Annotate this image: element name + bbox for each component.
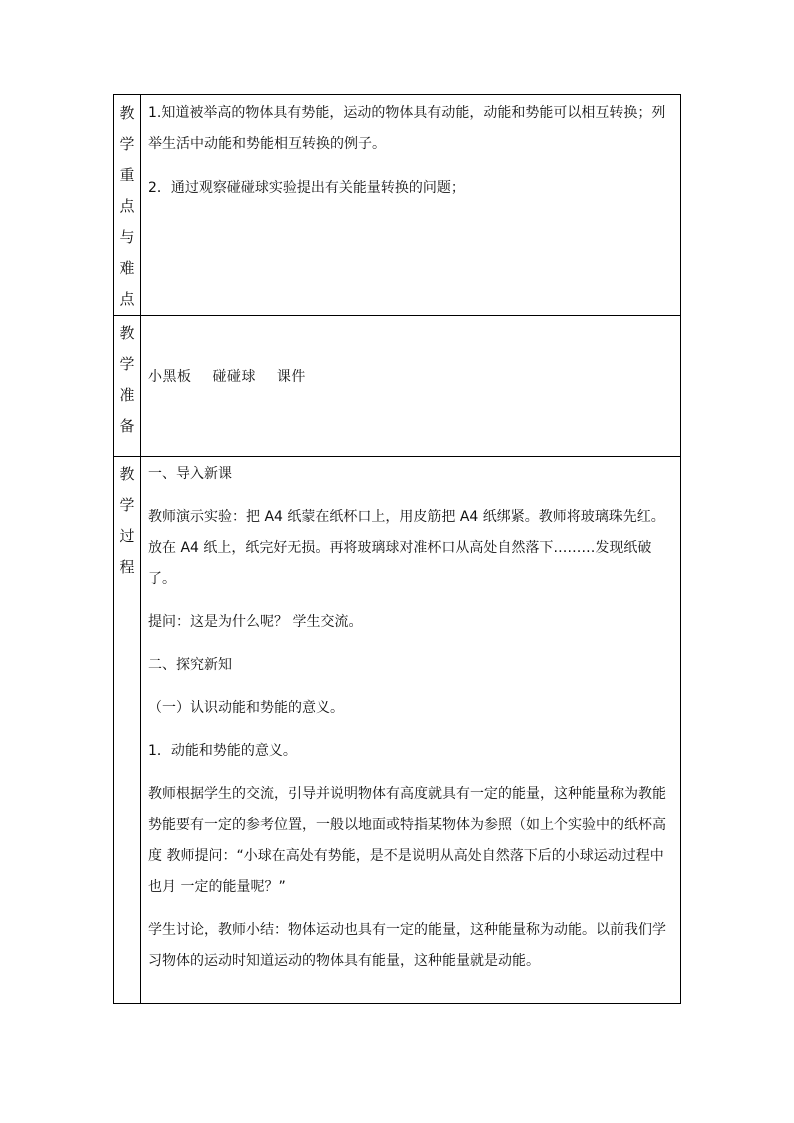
lesson-plan-table xyxy=(113,94,681,1004)
process-row xyxy=(114,457,681,1004)
key-point-paragraph: 1.知道被举高的物体具有势能，运动的物体具有动能，动能和势能可以相互转换；列 举生活中动能和势能相互转换的例子。 xyxy=(148,105,666,152)
process-label: 教 学 过 程 xyxy=(114,457,141,1004)
preparation-row xyxy=(114,316,681,457)
section-heading: 二、探究新知 xyxy=(148,657,232,673)
preparation-label: 教 学 准 备 xyxy=(114,316,141,457)
subsection-heading: 1．动能和势能的意义。 xyxy=(148,743,297,759)
process-paragraph: 学生讨论，教师小结：物体运动也具有一定的能量，这种能量称为动能。以前我们学习物体的运动时知道运动的物体具有能量，这种能量就是动能。 xyxy=(148,922,666,969)
process-paragraph: 教师演示实验：把 A4 纸蒙在纸杯口上，用皮筋把 A4 纸绑紧。教师将玻璃珠先红。 放在 A4 纸上，纸完好无损。再将玻璃球对准杯口从高处自然落下………发现纸破了。 xyxy=(148,509,665,587)
preparation-item: 课件 xyxy=(276,369,306,385)
process-paragraph: 教师根据学生的交流，引导并说明物体有高度就具有一定的能量，这种能量称为教能势能要有一定的参考位置，一般以地面或特指某物体为参照（如上个实验中的纸杯高度 教师提问：“小球在高处有势能，是不是说明从高处自然落下后的小球运动过程中也月 一定的能量呢？” xyxy=(148,786,666,895)
process-content xyxy=(141,457,681,1004)
key-points-content xyxy=(141,95,681,316)
key-points-label: 教 学 重 点 与 难 点 xyxy=(114,95,141,316)
section-heading: 一、导入新课 xyxy=(148,466,232,482)
preparation-items xyxy=(148,362,674,393)
preparation-item: 小黑板 xyxy=(148,369,192,385)
preparation-content xyxy=(141,316,681,457)
process-paragraph: 提问：这是为什么呢？ 学生交流。 xyxy=(148,614,363,630)
preparation-item: 碰碰球 xyxy=(212,369,256,385)
subsection-heading: （一）认识动能和势能的意义。 xyxy=(148,700,344,716)
key-point-paragraph: 2．通过观察碰碰球实验提出有关能量转换的问题； xyxy=(148,180,465,196)
key-points-row xyxy=(114,95,681,316)
